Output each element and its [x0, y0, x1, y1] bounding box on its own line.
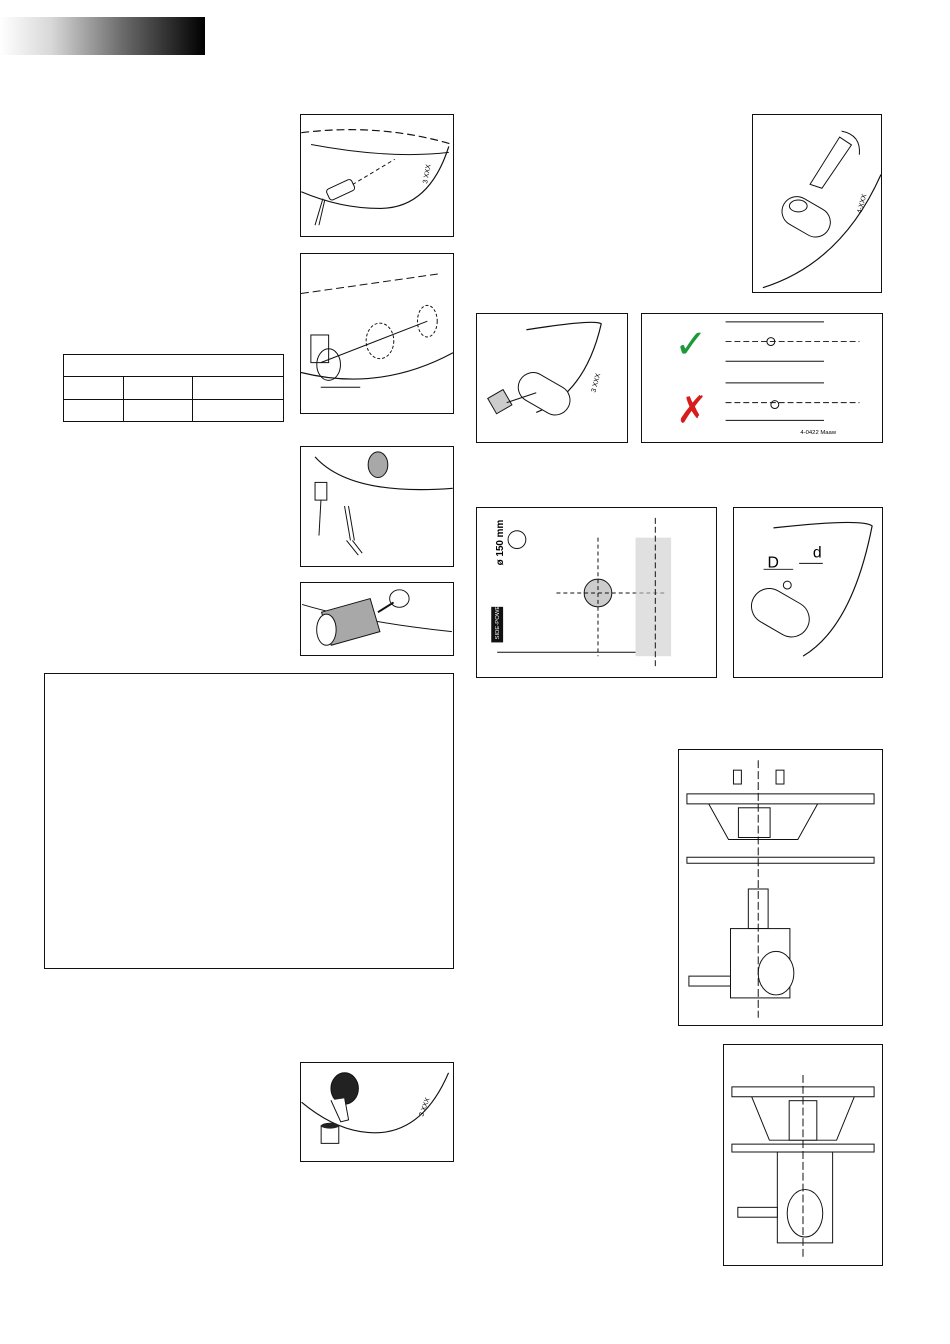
- header-gradient-bar: [0, 17, 205, 55]
- template-diameter-label: ø 150 mm: [495, 519, 507, 566]
- figure-tube-insert: [300, 582, 454, 656]
- label-d: d: [812, 544, 822, 562]
- figure-mark-point: [752, 114, 882, 293]
- figure-drill-hull: [300, 114, 454, 237]
- figure-sealant: [300, 1062, 454, 1162]
- figure-hole-dimensions: [733, 507, 883, 678]
- spec-cell: [124, 377, 193, 399]
- check-mark-icon: ✓: [674, 322, 708, 367]
- figure-code: 4-XXX: [856, 193, 869, 215]
- spec-table: [63, 354, 284, 422]
- spec-table-header: [64, 355, 284, 377]
- figure-template-on-tube: [476, 313, 628, 443]
- spec-cell: [193, 399, 284, 421]
- figure-code: 3 XXX: [590, 372, 603, 394]
- figure-hole-saw-guide: [300, 253, 454, 414]
- figure-motor-assembled: [723, 1044, 883, 1266]
- spec-cell: [124, 399, 193, 421]
- cross-mark-icon: ✗: [676, 388, 708, 431]
- spec-cell: [64, 377, 124, 399]
- figure-drilling-template: [476, 507, 717, 678]
- spec-cell: [193, 377, 284, 399]
- figure-glue-gun: [300, 446, 454, 567]
- figure-code: 3 XXX: [418, 1096, 432, 1118]
- figure-alignment-check: [641, 313, 883, 443]
- text-panel: [44, 673, 454, 969]
- figure-code: 3 XXX: [422, 163, 433, 185]
- figure-code: 4-0422 Maaw: [800, 430, 837, 437]
- label-D: D: [767, 554, 779, 572]
- figure-motor-exploded: [678, 749, 883, 1026]
- template-brand: SIDE-POWER: [495, 601, 502, 640]
- spec-cell: [64, 399, 124, 421]
